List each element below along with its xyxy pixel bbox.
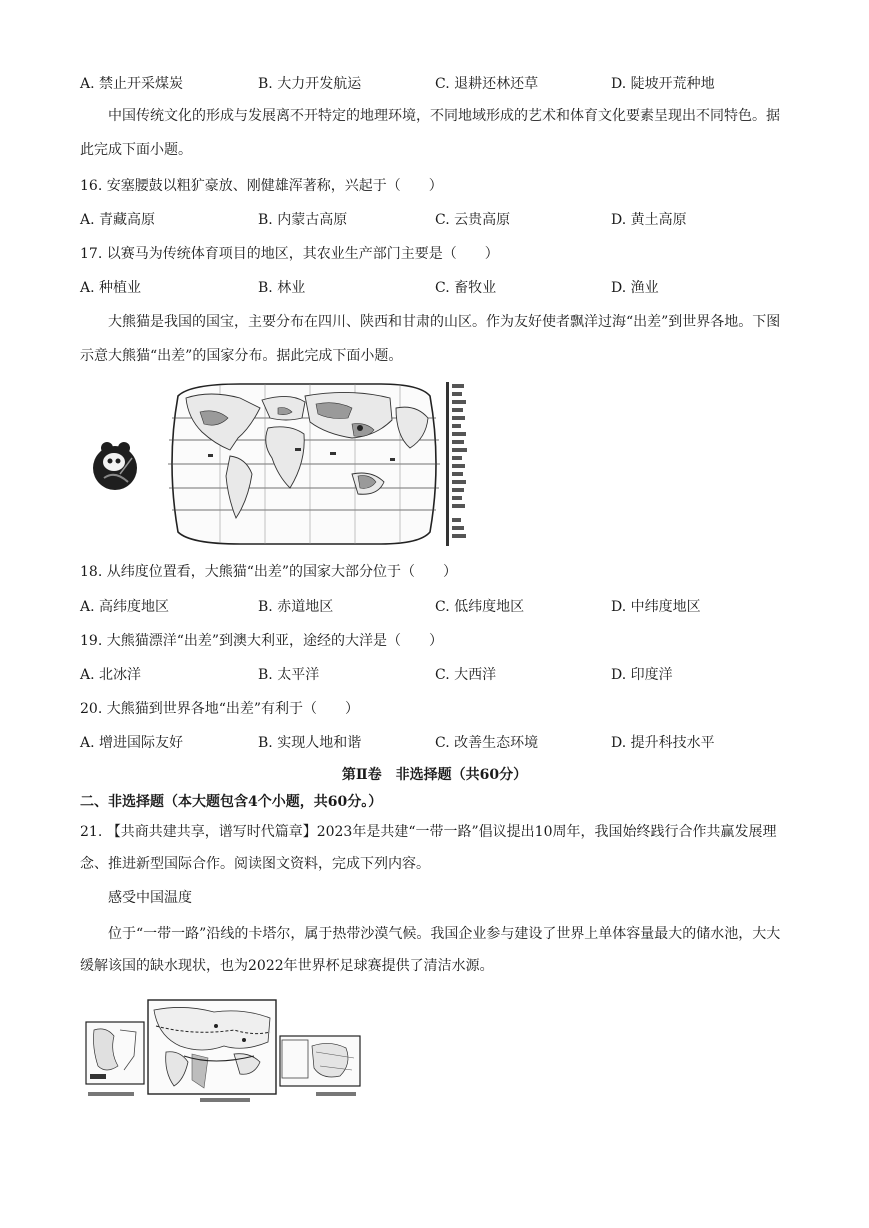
q17-option-c: C. 畜牧业: [435, 280, 497, 296]
q20-option-c: C. 改善生态环境: [435, 735, 539, 751]
q20-stem: 20. 大熊猫到世界各地“出差”有利于（ ）: [80, 701, 360, 717]
q19-option-c: C. 大西洋: [435, 667, 497, 683]
q20-options: [80, 733, 800, 753]
q18-option-b: B. 赤道地区: [258, 599, 334, 615]
q17-stem: 17. 以赛马为传统体育项目的地区，其农业生产部门主要是（ ）: [80, 246, 499, 262]
q19-stem: 19. 大熊猫漂洋“出差”到澳大利亚，途经的大洋是（ ）: [80, 633, 444, 649]
q16-option-d: D. 黄土高原: [611, 212, 687, 228]
q15-options: [80, 74, 800, 94]
q15-option-d: D. 陡坡开荒种地: [611, 76, 715, 92]
q21-text: 位于“一带一路”沿线的卡塔尔，属于热带沙漠气候。我国企业参与建设了世界上单体容量最大的储水池，大大缓解该国的缺水现状，也为2022年世界杯足球赛提供了清洁水源。: [80, 926, 781, 974]
q19-option-d: D. 印度洋: [611, 667, 673, 683]
belt-and-road-map-figure: [84, 996, 364, 1108]
q18-stem: 18. 从纬度位置看，大熊猫“出差”的国家大部分位于（ ）: [80, 564, 458, 580]
q19-option-b: B. 太平洋: [258, 667, 320, 683]
q16-option-b: B. 内蒙古高原: [258, 212, 348, 228]
q18-option-d: D. 中纬度地区: [611, 599, 701, 615]
q20-option-d: D. 提升科技水平: [611, 735, 715, 751]
q18-option-a: A. 高纬度地区: [80, 599, 170, 615]
q16-option-a: A. 青藏高原: [80, 212, 156, 228]
left-inset-map: [86, 1022, 144, 1096]
q21-stem: 21. 【共商共建共享，谱写时代篇章】2023年是共建“一带一路”倡议提出10周年，我国始终践行合作共赢发展理念、推进新型国际合作。阅读图文资料，完成下列内容。: [80, 824, 777, 872]
q15-option-c: C. 退耕还林还草: [435, 76, 539, 92]
panda-world-map-figure: [90, 378, 490, 550]
q18-options: [80, 597, 800, 617]
q17-option-a: A. 种植业: [80, 280, 142, 296]
q19-option-a: A. 北冰洋: [80, 667, 142, 683]
q17-option-d: D. 渔业: [611, 280, 659, 296]
q18-option-c: C. 低纬度地区: [435, 599, 525, 615]
center-main-map: [148, 1000, 276, 1102]
q20-option-b: B. 实现人地和谐: [258, 735, 362, 751]
q21-subhead: 感受中国温度: [108, 890, 192, 906]
q15-option-a: A. 禁止开采煤炭: [80, 76, 184, 92]
q20-option-a: A. 增进国际友好: [80, 735, 184, 751]
q17-options: [80, 278, 800, 298]
right-inset-map: [280, 1036, 360, 1096]
world-map: [168, 384, 440, 544]
country-legend: [446, 382, 467, 546]
section-2-title: 第Ⅱ卷 非选择题（共60分）: [341, 767, 528, 783]
part-2-heading: 二、非选择题（本大题包含4个小题，共60分。）: [80, 794, 383, 810]
intro-16-17: 中国传统文化的形成与发展离不开特定的地理环境，不同地域形成的艺术和体育文化要素呈现出不同特色。据此完成下面小题。: [80, 108, 780, 158]
q17-option-b: B. 林业: [258, 280, 306, 296]
q16-stem: 16. 安塞腰鼓以粗犷豪放、刚健雄浑著称，兴起于（ ）: [80, 178, 443, 194]
q15-option-b: B. 大力开发航运: [258, 76, 362, 92]
panda-emblem: [93, 442, 137, 490]
q16-options: [80, 210, 800, 230]
q16-option-c: C. 云贵高原: [435, 212, 511, 228]
intro-18-20: 大熊猫是我国的国宝，主要分布在四川、陕西和甘肃的山区。作为友好使者飘洋过海“出差”到世界各地。下图示意大熊猫“出差”的国家分布。据此完成下面小题。: [80, 314, 781, 364]
q19-options: [80, 665, 800, 685]
